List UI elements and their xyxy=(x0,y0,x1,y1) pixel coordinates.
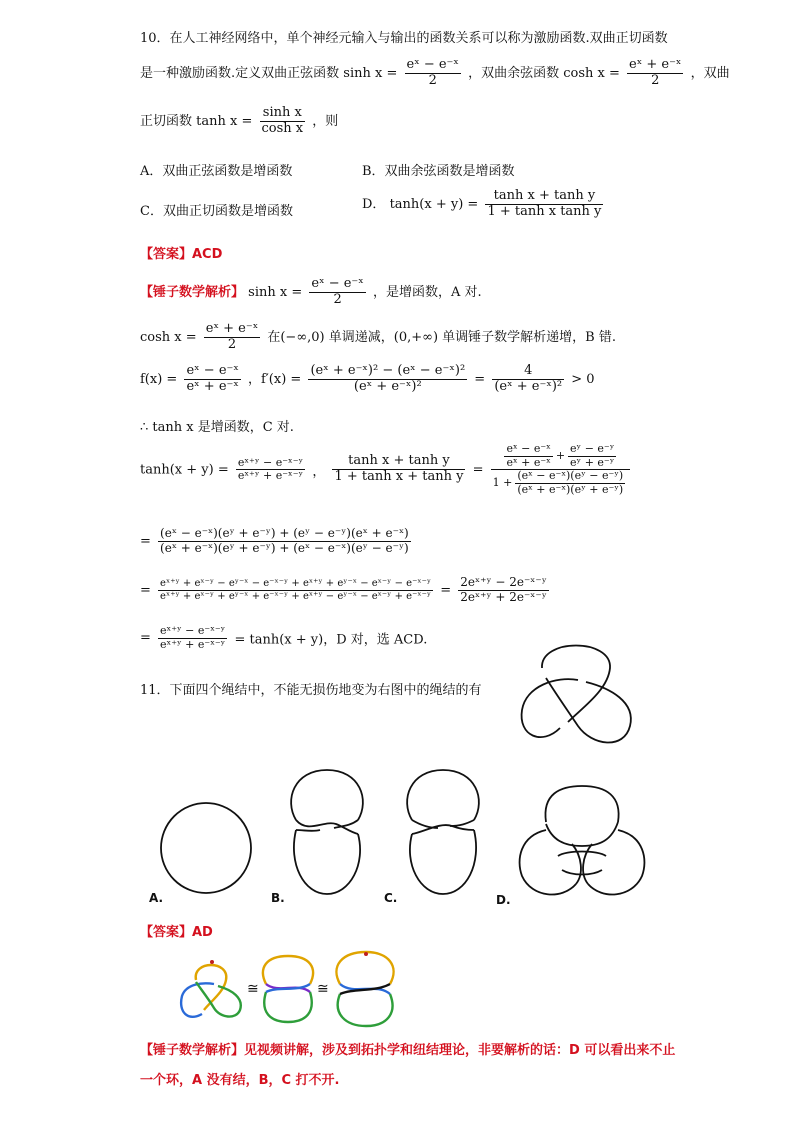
option-d-fraction xyxy=(485,189,603,220)
knot-option-a-circle xyxy=(158,800,254,896)
colored-knot-2 xyxy=(258,952,318,1026)
analysis-8-fraction xyxy=(158,625,227,651)
q10-intro-text: ，则 xyxy=(312,113,339,129)
analysis-1-text: ，是增函数，A 对. xyxy=(372,284,482,300)
analysis-8-numerator: eˣ⁺ʸ − e⁻ˣ⁻ʸ xyxy=(160,624,226,637)
analysis-6-denominator: (eˣ + e⁻ˣ)(eʸ + e⁻ʸ) + (eˣ − e⁻ˣ)(eʸ − e⁻ʸ) xyxy=(160,540,409,555)
analysis-1-lhs: sinh x = xyxy=(248,284,303,300)
q10-intro-line-3 xyxy=(140,106,338,137)
knot-option-d-rings xyxy=(512,780,652,906)
tanh-numerator: sinh x xyxy=(260,106,306,122)
cosh-lhs: cosh x = xyxy=(563,65,620,81)
q10-answer: 【答案】ACD xyxy=(140,247,223,262)
analysis-6-numerator: (eˣ − e⁻ˣ)(eʸ + e⁻ʸ) + (eʸ − e⁻ʸ)(eˣ + e⁻ˣ) xyxy=(160,526,409,540)
cf-a-denominator: eˣ + e⁻ˣ xyxy=(506,455,551,469)
colored-knot-3 xyxy=(330,948,400,1030)
cf-b-fraction xyxy=(568,443,616,469)
analysis-1-denominator: 2 xyxy=(333,291,342,307)
analysis-6-eq: = xyxy=(140,533,151,549)
derivative-fraction xyxy=(308,364,467,395)
trefoil-knot-figure xyxy=(512,628,642,756)
option-d-numerator: tanh x + tanh y xyxy=(485,189,603,205)
q10-option-b: B．双曲余弦函数是增函数 xyxy=(362,164,515,179)
analysis-7-denominator-2: 2eˣ⁺ʸ + 2e⁻ˣ⁻ʸ xyxy=(460,589,547,604)
analysis-7-eq: = xyxy=(140,582,151,598)
analysis-5-denominator-2: 1 + tanh x + tanh y xyxy=(334,469,464,485)
label-b: B. xyxy=(271,891,285,905)
analysis-5-denominator: eˣ⁺ʸ + e⁻ˣ⁻ʸ xyxy=(237,469,304,483)
tanh-denominator: cosh x xyxy=(261,120,304,136)
cf-c-numerator: (eˣ − e⁻ˣ)(eʸ − e⁻ʸ) xyxy=(517,469,624,483)
analysis-5-separator: ， xyxy=(312,464,326,480)
q10-option-c: C．双曲正切函数是增函数 xyxy=(140,204,293,219)
analysis-1-fraction xyxy=(309,277,365,308)
analysis-3-mid: ，f′(x) = xyxy=(248,371,302,387)
cf-one: 1 + xyxy=(492,476,513,490)
q11-answer: 【答案】AD xyxy=(140,925,213,940)
analysis-8-denominator: eˣ⁺ʸ + e⁻ˣ⁻ʸ xyxy=(160,637,226,651)
equiv-symbol-1: ≅ xyxy=(247,981,259,997)
analysis-5-fraction xyxy=(236,457,305,483)
cosh-numerator: eˣ + e⁻ˣ xyxy=(629,57,682,72)
label-c: C. xyxy=(384,891,398,905)
cosh-fraction xyxy=(627,58,683,89)
q10-option-d xyxy=(362,189,606,220)
analysis-8-text: = tanh(x + y)，D 对，选 ACD. xyxy=(234,632,428,648)
cf-b-numerator: eʸ − e⁻ʸ xyxy=(570,442,615,455)
q10-option-a: A．双曲正弦函数是增函数 xyxy=(140,164,293,179)
cosh-denominator: 2 xyxy=(651,72,660,88)
analysis-7-fraction-2 xyxy=(458,576,549,605)
analysis-5-numerator-2: tanh x + tanh y xyxy=(332,454,465,470)
analysis-3-tail: > 0 xyxy=(571,371,595,387)
q10-analysis-line-4: ∴ tanh x 是增函数，C 对. xyxy=(140,420,294,435)
analysis-5-numerator: eˣ⁺ʸ − e⁻ˣ⁻ʸ xyxy=(237,455,304,469)
q11-analysis-line-2: 一个环，A 没有结，B，C 打不开. xyxy=(140,1073,340,1088)
q10-analysis-line-2 xyxy=(140,322,616,353)
analysis-3-denominator: eˣ + e⁻ˣ xyxy=(186,378,239,394)
analysis-3-fraction xyxy=(184,364,240,395)
q10-analysis-line-5 xyxy=(140,443,633,497)
sinh-lhs: sinh x = xyxy=(343,65,398,81)
derivative-simplified-denominator: (eˣ + e⁻ˣ)² xyxy=(494,378,563,394)
analysis-5-lhs: tanh(x + y) = xyxy=(140,462,229,478)
analysis-2-denominator: 2 xyxy=(227,336,237,352)
q10-intro-line-2 xyxy=(140,58,730,89)
analysis-7-eq-2: = xyxy=(440,582,452,598)
sinh-numerator: eˣ − e⁻ˣ xyxy=(406,57,459,72)
complex-fraction-bottom xyxy=(491,470,631,496)
q10-analysis-line-1 xyxy=(140,277,482,308)
analysis-tag: 【锤子数学解析】 xyxy=(140,284,245,300)
complex-fraction-top xyxy=(491,443,631,470)
analysis-3-lhs: f(x) = xyxy=(140,371,178,387)
complex-fraction xyxy=(491,443,631,497)
analysis-5-eq: = xyxy=(472,462,484,478)
cf-plus: + xyxy=(555,448,566,462)
q11-stem: 11．下面四个绳结中，不能无损伤地变为右图中的绳结的有 xyxy=(140,683,482,698)
cf-c-fraction xyxy=(515,470,625,496)
tanh-lhs: tanh x = xyxy=(196,113,253,129)
q10-analysis-line-3: f(x) = $\frac{\text{eˣ − e⁻ˣ}}{\text{eˣ + e⁻ˣ}}$ ，f′(x) = $\frac{\text{(eˣ + e⁻ˣ)² − (eˣ − e⁻ˣ)²}}{\text{(eˣ + e⁻ˣ)²}}$ = $\frac{4}{\text{(eˣ + e⁻ˣ)²}}$ > 0 xyxy=(140,363,595,394)
knot-option-b xyxy=(284,764,370,900)
analysis-2-fraction xyxy=(204,322,260,353)
option-d-lhs: tanh(x + y) = xyxy=(389,196,479,212)
analysis-6-fraction xyxy=(158,527,411,556)
q10-analysis-line-7 xyxy=(140,576,552,605)
q10-intro-text: 正切函数 xyxy=(140,113,193,129)
q10-analysis-line-6 xyxy=(140,527,414,556)
q10-intro-text: ，双曲 xyxy=(690,65,730,81)
q10-intro-line-1: 10．在人工神经网络中，单个神经元输入与输出的函数关系可以称为激励函数.双曲正切函数 xyxy=(140,31,668,46)
analysis-8-eq: = xyxy=(140,630,151,646)
colored-knot-1 xyxy=(176,952,246,1022)
cf-a-fraction xyxy=(504,443,552,469)
cf-b-denominator: eʸ + e⁻ʸ xyxy=(570,455,615,469)
analysis-2-text: 在(−∞,0) 单调递减，(0,+∞) 单调锤子数学解析递增，B 错. xyxy=(267,329,616,345)
sinh-denominator: 2 xyxy=(428,72,437,88)
analysis-1-numerator: eˣ − e⁻ˣ xyxy=(311,276,364,291)
analysis-3-numerator: eˣ − e⁻ˣ xyxy=(186,363,239,378)
q10-analysis-line-8 xyxy=(140,625,427,651)
q11-analysis-line-1: 【锤子数学解析】见视频讲解，涉及到拓扑学和纽结理论，非要解析的话：D 可以看出来不止 xyxy=(140,1043,676,1058)
tanh-fraction xyxy=(260,106,306,137)
option-d-label: D． xyxy=(362,196,386,212)
equiv-symbol-2: ≅ xyxy=(317,981,329,997)
label-d: D. xyxy=(496,893,511,907)
analysis-5-fraction-2 xyxy=(332,454,465,485)
option-d-denominator: 1 + tanh x tanh y xyxy=(487,203,602,219)
sinh-fraction xyxy=(405,58,461,89)
analysis-2-numerator: eˣ + e⁻ˣ xyxy=(205,321,259,336)
analysis-7-denominator: eˣ⁺ʸ + eˣ⁻ʸ + eʸ⁻ˣ + e⁻ˣ⁻ʸ + eˣ⁺ʸ − eʸ⁻ˣ − eˣ⁻ʸ + e⁻ˣ⁻ʸ xyxy=(160,590,432,602)
analysis-7-numerator-2: 2eˣ⁺ʸ − 2e⁻ˣ⁻ʸ xyxy=(460,575,547,589)
q10-intro-text: 是一种激励函数.定义双曲正弦函数 xyxy=(140,65,340,81)
analysis-7-numerator: eˣ⁺ʸ + eˣ⁻ʸ − eʸ⁻ˣ − e⁻ˣ⁻ʸ + eˣ⁺ʸ + eʸ⁻ˣ − eˣ⁻ʸ − e⁻ˣ⁻ʸ xyxy=(160,578,432,590)
cf-c-denominator: (eˣ + e⁻ˣ)(eʸ + e⁻ʸ) xyxy=(517,482,624,496)
q10-intro-text: ，双曲余弦函数 xyxy=(468,65,560,81)
label-a: A. xyxy=(149,891,164,905)
derivative-simplified-numerator: 4 xyxy=(492,364,564,380)
derivative-denominator: (eˣ + e⁻ˣ)² xyxy=(353,378,422,394)
knot-option-c xyxy=(400,764,486,900)
analysis-7-fraction xyxy=(158,578,433,602)
cf-a-numerator: eˣ − e⁻ˣ xyxy=(506,442,551,455)
derivative-numerator: (eˣ + e⁻ˣ)² − (eˣ − e⁻ˣ)² xyxy=(310,363,466,378)
derivative-simplified-fraction xyxy=(492,364,564,395)
analysis-2-lhs: cosh x = xyxy=(140,329,197,345)
